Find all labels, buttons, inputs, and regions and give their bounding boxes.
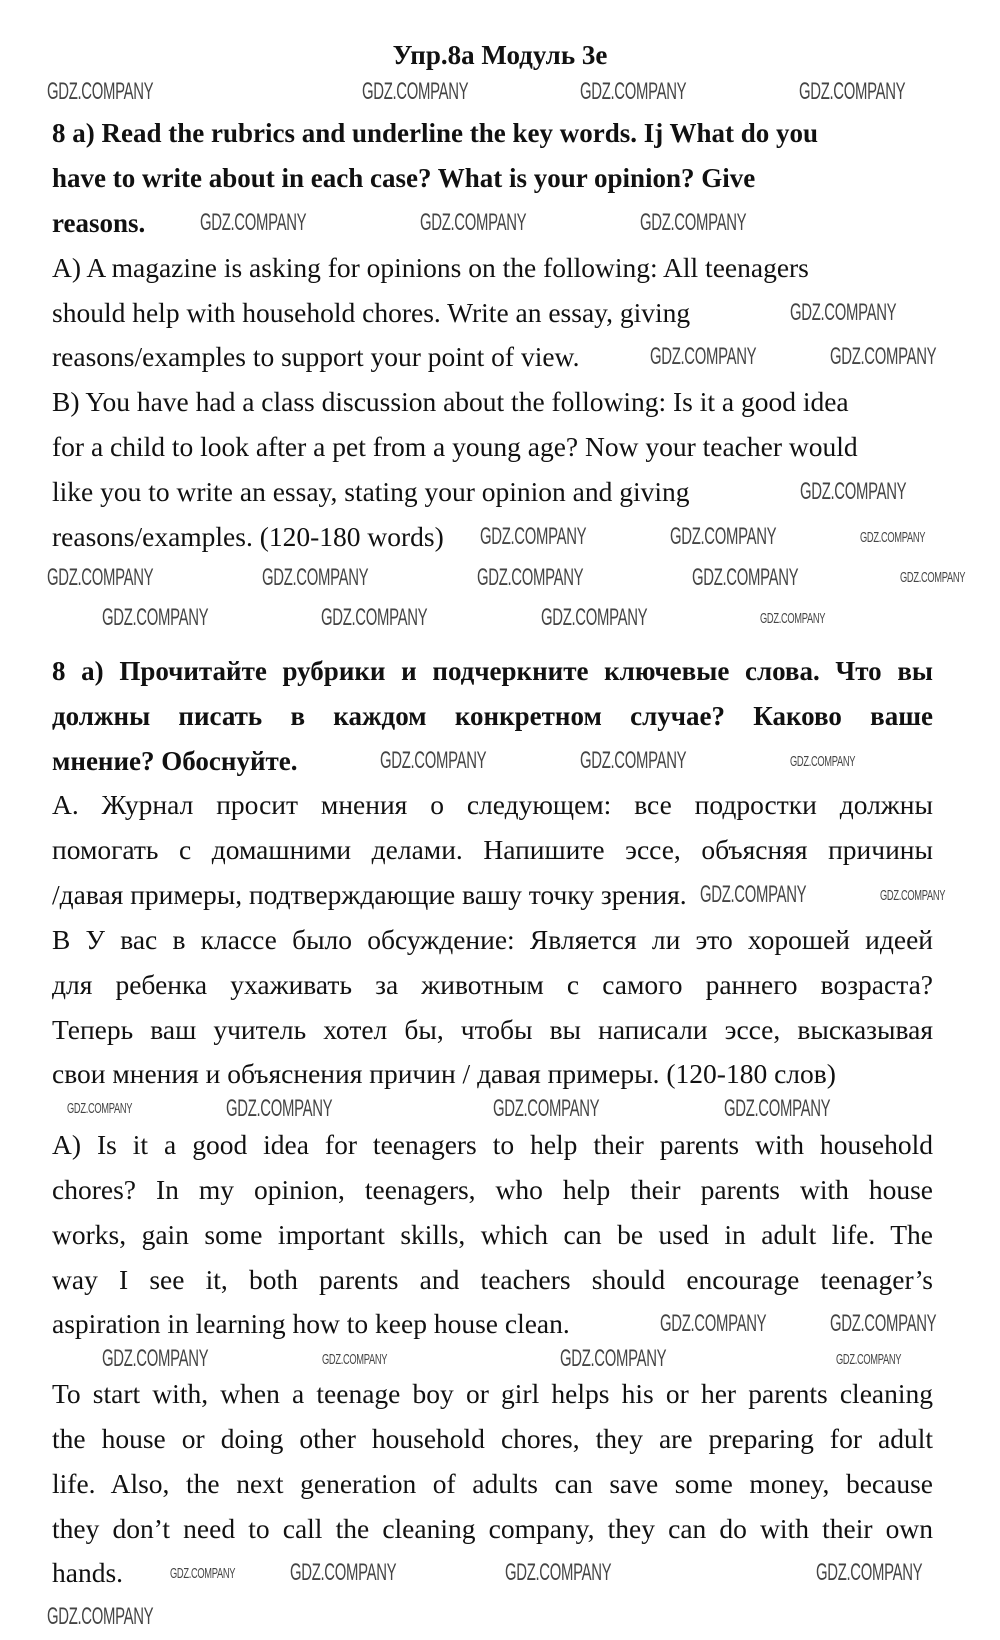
essay-line: the house or doing other household chores, they are preparing for adult bbox=[52, 1423, 933, 1454]
task-heading-line: 8 a) Read the rubrics and underline the key words. Ij What do you bbox=[52, 118, 819, 148]
rubric-b-line: reasons/examples. (120-180 words) bbox=[52, 521, 444, 552]
watermark: GDZ.COMPANY bbox=[836, 1351, 902, 1368]
watermark: GDZ.COMPANY bbox=[493, 1095, 600, 1122]
watermark: GDZ.COMPANY bbox=[860, 529, 926, 546]
task-ru-heading-line: 8 а) Прочитайте рубрики и подчеркните ключевые слова. Что вы bbox=[52, 656, 933, 686]
watermark: GDZ.COMPANY bbox=[47, 78, 154, 105]
rubric-b-line: B) You have had a class discussion about the following: Is it a good idea bbox=[52, 386, 849, 417]
watermark: GDZ.COMPANY bbox=[650, 343, 757, 370]
task-ru-heading-line: должны писать в каждом конкретном случае? Каково ваше bbox=[52, 701, 933, 731]
watermark: GDZ.COMPANY bbox=[692, 564, 799, 591]
rubric-ru-a-line: помогать с домашними делами. Напишите эссе, объясняя причины bbox=[52, 834, 933, 865]
rubric-a-line: should help with household chores. Write an essay, giving bbox=[52, 297, 691, 328]
essay-line: hands. bbox=[52, 1557, 124, 1588]
watermark: GDZ.COMPANY bbox=[362, 78, 469, 105]
watermark: GDZ.COMPANY bbox=[700, 881, 807, 908]
rubric-ru-b-line: для ребенка ухаживать за животным с самого раннего возраста? bbox=[52, 969, 933, 1000]
watermark: GDZ.COMPANY bbox=[830, 1310, 937, 1337]
rubric-a-line: reasons/examples to support your point of view. bbox=[52, 341, 580, 372]
watermark: GDZ.COMPANY bbox=[102, 604, 209, 631]
watermark: GDZ.COMPANY bbox=[480, 523, 587, 550]
watermark: GDZ.COMPANY bbox=[580, 78, 687, 105]
watermark: GDZ.COMPANY bbox=[790, 299, 897, 326]
watermark: GDZ.COMPANY bbox=[47, 564, 154, 591]
essay-line: way I see it, both parents and teachers should encourage teenager’s bbox=[52, 1264, 933, 1295]
watermark: GDZ.COMPANY bbox=[660, 1310, 767, 1337]
watermark: GDZ.COMPANY bbox=[640, 209, 747, 236]
rubric-ru-a-line: А. Журнал просит мнения о следующем: все подростки должны bbox=[52, 789, 933, 820]
watermark: GDZ.COMPANY bbox=[380, 747, 487, 774]
essay-line: To start with, when a teenage boy or girl helps his or her parents cleaning bbox=[52, 1378, 933, 1409]
watermark: GDZ.COMPANY bbox=[830, 343, 937, 370]
task-heading-line: reasons. bbox=[52, 208, 146, 238]
essay-line: A) Is it a good idea for teenagers to help their parents with household bbox=[52, 1129, 933, 1160]
watermark: GDZ.COMPANY bbox=[760, 610, 826, 627]
watermark: GDZ.COMPANY bbox=[477, 564, 584, 591]
watermark: GDZ.COMPANY bbox=[799, 78, 906, 105]
essay-line: works, gain some important skills, which can be used in adult life. The bbox=[52, 1219, 933, 1250]
watermark: GDZ.COMPANY bbox=[200, 209, 307, 236]
page-title: Упр.8а Модуль 3e bbox=[392, 40, 608, 70]
rubric-b-line: like you to write an essay, stating your opinion and giving bbox=[52, 476, 690, 507]
rubric-ru-a-line: /давая примеры, подтверждающие вашу точку зрения. bbox=[52, 879, 687, 910]
watermark: GDZ.COMPANY bbox=[580, 747, 687, 774]
watermark: GDZ.COMPANY bbox=[724, 1095, 831, 1122]
watermark: GDZ.COMPANY bbox=[800, 478, 907, 505]
watermark: GDZ.COMPANY bbox=[900, 569, 966, 586]
watermark: GDZ.COMPANY bbox=[47, 1603, 154, 1630]
task-heading-line: have to write about in each case? What is your opinion? Give bbox=[52, 163, 756, 193]
watermark: GDZ.COMPANY bbox=[541, 604, 648, 631]
watermark: GDZ.COMPANY bbox=[67, 1100, 133, 1117]
watermark: GDZ.COMPANY bbox=[880, 887, 946, 904]
task-ru-heading-line: мнение? Обоснуйте. bbox=[52, 746, 298, 776]
watermark: GDZ.COMPANY bbox=[505, 1559, 612, 1586]
watermark: GDZ.COMPANY bbox=[321, 604, 428, 631]
essay-line: aspiration in learning how to keep house clean. bbox=[52, 1308, 570, 1339]
watermark: GDZ.COMPANY bbox=[670, 523, 777, 550]
watermark: GDZ.COMPANY bbox=[560, 1345, 667, 1372]
rubric-ru-b-line: свои мнения и объяснения причин / давая примеры. (120-180 слов) bbox=[52, 1058, 836, 1089]
essay-line: chores? In my opinion, teenagers, who help their parents with house bbox=[52, 1174, 933, 1205]
watermark: GDZ.COMPANY bbox=[226, 1095, 333, 1122]
essay-line: they don’t need to call the cleaning company, they can do with their own bbox=[52, 1513, 933, 1544]
rubric-ru-b-line: Теперь ваш учитель хотел бы, чтобы вы написали эссе, высказывая bbox=[52, 1014, 933, 1045]
watermark: GDZ.COMPANY bbox=[790, 753, 856, 770]
rubric-ru-b-line: В У вас в классе было обсуждение: Является ли это хорошей идеей bbox=[52, 924, 933, 955]
watermark: GDZ.COMPANY bbox=[420, 209, 527, 236]
essay-line: life. Also, the next generation of adults can save some money, because bbox=[52, 1468, 933, 1499]
rubric-b-line: for a child to look after a pet from a young age? Now your teacher would bbox=[52, 431, 858, 462]
watermark: GDZ.COMPANY bbox=[262, 564, 369, 591]
watermark: GDZ.COMPANY bbox=[816, 1559, 923, 1586]
rubric-a-line: A) A magazine is asking for opinions on the following: All teenagers bbox=[52, 252, 809, 283]
watermark: GDZ.COMPANY bbox=[290, 1559, 397, 1586]
watermark: GDZ.COMPANY bbox=[102, 1345, 209, 1372]
watermark: GDZ.COMPANY bbox=[322, 1351, 388, 1368]
watermark: GDZ.COMPANY bbox=[170, 1565, 236, 1582]
